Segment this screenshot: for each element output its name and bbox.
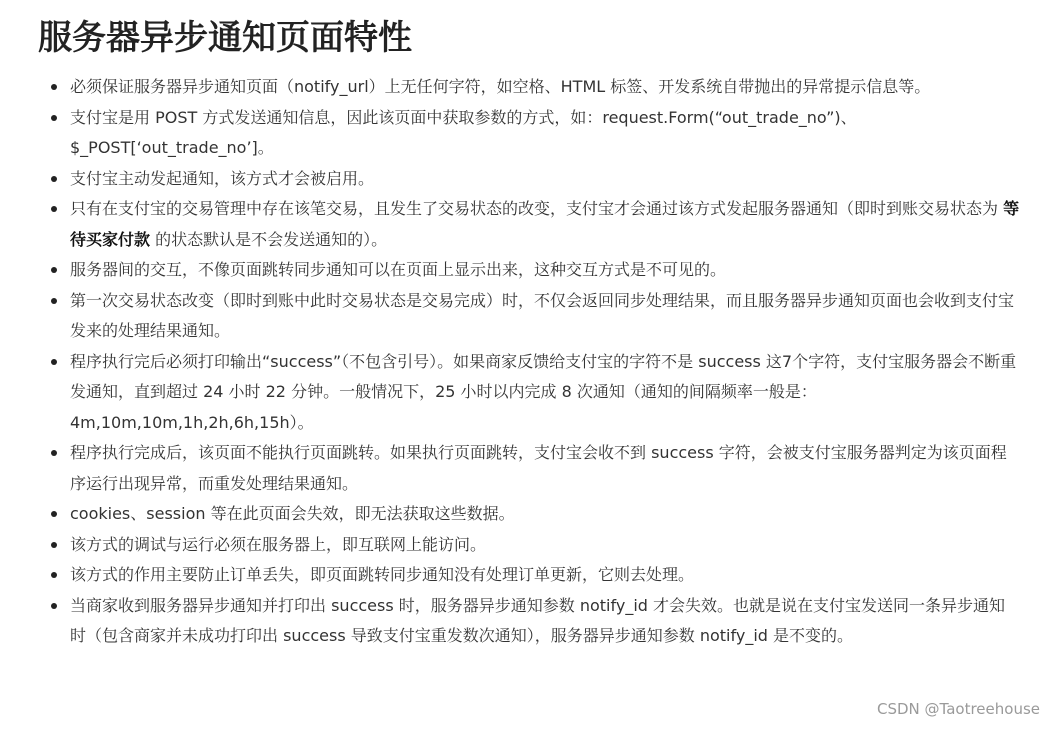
list-item xyxy=(0,164,1020,195)
bullet-dot-icon xyxy=(51,84,57,90)
list-item-text: 程序执行完后必须打印输出“success”（不包含引号）。如果商家反馈给支付宝的字符不是 success 这7个字符，支付宝服务器会不断重发通知，直到超过 24 小时 22 分钟。一般情况下，25 小时以内完成 8 次通知（通知的间隔频率一般是：4m,10m,10m,1h,2h,6h,15h）。 xyxy=(70,351,1017,432)
list-item-text: cookies、session 等在此页面会失效，即无法获取这些数据。 xyxy=(70,504,515,523)
list-item-bold-text: 等待买家付款 xyxy=(70,199,1020,249)
bullet-dot-icon xyxy=(51,298,57,304)
list-item xyxy=(0,347,1020,439)
list-item-text-after: 的状态默认是不会发送通知的）。 xyxy=(150,229,388,249)
list-item-text: 服务器间的交互，不像页面跳转同步通知可以在页面上显示出来，这种交互方式是不可见的。 xyxy=(70,260,727,279)
bullet-dot-icon xyxy=(51,359,57,365)
page-title: 服务器异步通知页面特性 xyxy=(38,18,412,58)
list-item-text: 必须保证服务器异步通知页面（notify_url）上无任何字符，如空格、HTML 标签、开发系统自带抛出的异常提示信息等。 xyxy=(70,77,931,96)
list-item xyxy=(0,103,1020,164)
list-item-text: 支付宝主动发起通知，该方式才会被启用。 xyxy=(70,168,375,188)
list-item xyxy=(0,530,1020,561)
watermark: CSDN @Taotreehouse xyxy=(877,700,1040,718)
list-item-text: 该方式的作用主要防止订单丢失，即页面跳转同步通知没有处理订单更新，它则去处理。 xyxy=(70,565,695,584)
list-item-text: 当商家收到服务器异步通知并打印出 success 时，服务器异步通知参数 notify_id 才会失效。也就是说在支付宝发送同一条异步通知时（包含商家并未成功打印出 success 导致支付宝重发数次通知），服务器异步通知参数 notify_id 是不变的。 xyxy=(70,595,1006,645)
bullet-dot-icon xyxy=(51,450,57,456)
list-item xyxy=(0,499,1020,530)
list-item-text-before: 只有在支付宝的交易管理中存在该笔交易，且发生了交易状态的改变，支付宝才会通过该方式发起服务器通知（即时到账交易状态为 xyxy=(70,199,1004,218)
list-item xyxy=(0,255,1020,286)
list-item xyxy=(0,286,1020,347)
list-item xyxy=(0,591,1020,652)
list-item xyxy=(0,438,1020,499)
list-item xyxy=(0,560,1020,591)
bullet-dot-icon xyxy=(51,176,57,182)
list-item-text: 该方式的调试与运行必须在服务器上，即互联网上能访问。 xyxy=(70,534,487,554)
bullet-dot-icon xyxy=(51,603,57,609)
feature-list xyxy=(0,72,1056,652)
bullet-dot-icon xyxy=(51,267,57,273)
bullet-dot-icon xyxy=(51,115,57,121)
bullet-dot-icon xyxy=(51,572,57,578)
list-item-text: 支付宝是用 POST 方式发送通知信息，因此该页面中获取参数的方式，如：request.Form(“out_trade_no”)、$_POST[‘out_trade_no’]。 xyxy=(70,107,857,157)
bullet-dot-icon xyxy=(51,511,57,517)
list-item-text: 第一次交易状态改变（即时到账中此时交易状态是交易完成）时，不仅会返回同步处理结果，而且服务器异步通知页面也会收到支付宝发来的处理结果通知。 xyxy=(70,290,1015,340)
list-item xyxy=(0,194,1020,255)
list-item-text: 程序执行完成后，该页面不能执行页面跳转。如果执行页面跳转，支付宝会收不到 success 字符，会被支付宝服务器判定为该页面程序运行出现异常，而重发处理结果通知。 xyxy=(70,443,1007,493)
bullet-dot-icon xyxy=(51,206,57,212)
list-item xyxy=(0,72,1020,103)
bullet-dot-icon xyxy=(51,542,57,548)
